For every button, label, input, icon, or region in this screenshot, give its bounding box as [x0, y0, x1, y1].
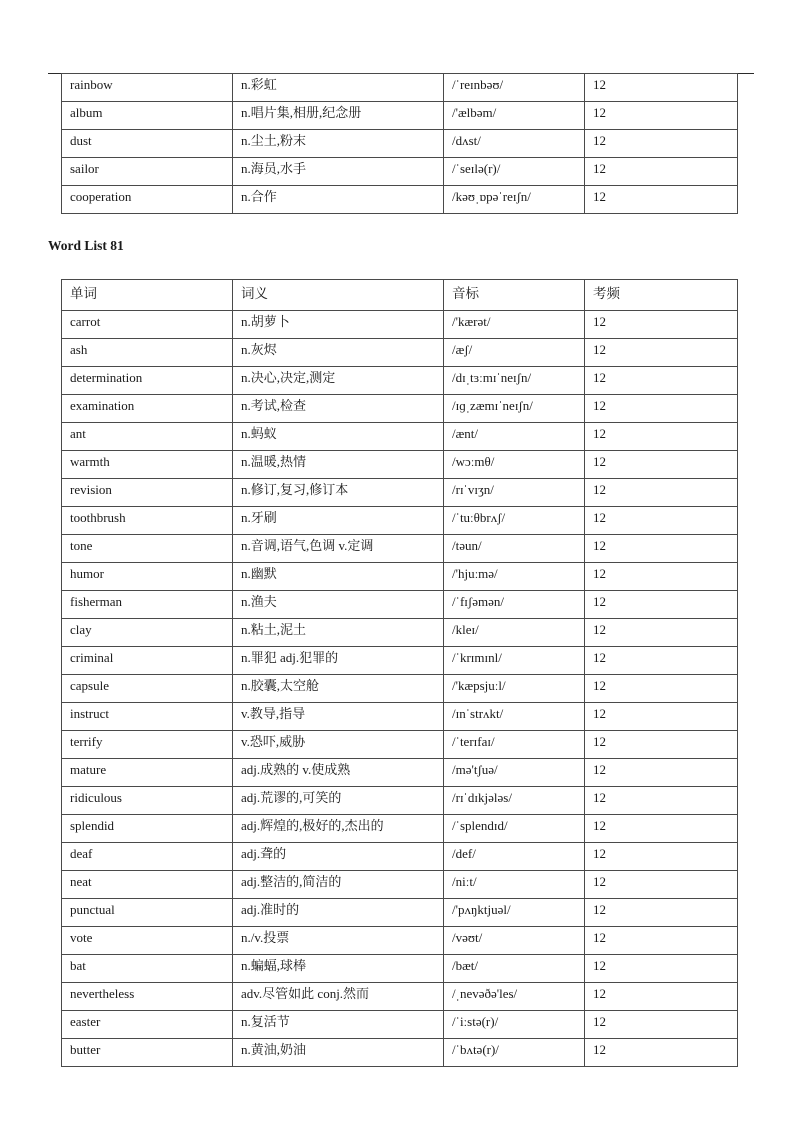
cell-phonetic: /'hjuːmə/ — [444, 563, 585, 591]
cell-frequency: 12 — [585, 535, 738, 563]
cell-meaning: n.胡萝卜 — [233, 311, 444, 339]
cell-meaning: n.灰烬 — [233, 339, 444, 367]
cell-phonetic: /'kærət/ — [444, 311, 585, 339]
cell-frequency: 12 — [585, 130, 738, 158]
cell-word: cooperation — [62, 186, 233, 214]
cell-phonetic: /dʌst/ — [444, 130, 585, 158]
cell-phonetic: /ˈkrɪmɪnl/ — [444, 647, 585, 675]
cell-meaning: adj.聋的 — [233, 843, 444, 871]
table-row — [62, 479, 738, 507]
cell-word: warmth — [62, 451, 233, 479]
cell-frequency: 12 — [585, 647, 738, 675]
cell-meaning: n.决心,决定,测定 — [233, 367, 444, 395]
cell-word: clay — [62, 619, 233, 647]
cell-frequency: 12 — [585, 423, 738, 451]
table-row — [62, 1011, 738, 1039]
cell-frequency: 12 — [585, 787, 738, 815]
cell-meaning: n.彩虹 — [233, 74, 444, 102]
cell-frequency: 12 — [585, 158, 738, 186]
cell-frequency: 12 — [585, 703, 738, 731]
cell-word: bat — [62, 955, 233, 983]
table-row — [62, 927, 738, 955]
cell-word: carrot — [62, 311, 233, 339]
cell-phonetic: /təun/ — [444, 535, 585, 563]
cell-frequency: 12 — [585, 1011, 738, 1039]
cell-meaning: n.蝙蝠,球棒 — [233, 955, 444, 983]
cell-word: ash — [62, 339, 233, 367]
cell-frequency: 12 — [585, 899, 738, 927]
cell-meaning: n.合作 — [233, 186, 444, 214]
cell-frequency: 12 — [585, 731, 738, 759]
cell-frequency: 12 — [585, 591, 738, 619]
cell-phonetic: /rɪˈdɪkjələs/ — [444, 787, 585, 815]
cell-phonetic: /dɪˌtɜːmɪˈneɪʃn/ — [444, 367, 585, 395]
cell-frequency: 12 — [585, 619, 738, 647]
cell-phonetic: /ˌnevəðə'les/ — [444, 983, 585, 1011]
cell-word: examination — [62, 395, 233, 423]
cell-frequency: 12 — [585, 479, 738, 507]
table-row — [62, 619, 738, 647]
table-row — [62, 647, 738, 675]
cell-frequency: 12 — [585, 843, 738, 871]
cell-word: nevertheless — [62, 983, 233, 1011]
cell-frequency: 12 — [585, 927, 738, 955]
table-row — [62, 535, 738, 563]
header-meaning: 词义 — [233, 280, 444, 311]
cell-word: mature — [62, 759, 233, 787]
cell-meaning: adj.整洁的,简洁的 — [233, 871, 444, 899]
cell-meaning: n.海员,水手 — [233, 158, 444, 186]
table-row — [62, 1039, 738, 1067]
cell-word: determination — [62, 367, 233, 395]
cell-meaning: n.胶囊,太空舱 — [233, 675, 444, 703]
cell-meaning: v.教导,指导 — [233, 703, 444, 731]
cell-frequency: 12 — [585, 983, 738, 1011]
cell-word: easter — [62, 1011, 233, 1039]
cell-meaning: adj.辉煌的,极好的,杰出的 — [233, 815, 444, 843]
cell-phonetic: /kleɪ/ — [444, 619, 585, 647]
cell-meaning: n.蚂蚁 — [233, 423, 444, 451]
table-row — [62, 451, 738, 479]
table-row — [62, 955, 738, 983]
cell-meaning: n.牙刷 — [233, 507, 444, 535]
header-word: 单词 — [62, 280, 233, 311]
cell-phonetic: /def/ — [444, 843, 585, 871]
table-row — [62, 815, 738, 843]
cell-meaning: n.黄油,奶油 — [233, 1039, 444, 1067]
table-row — [62, 102, 738, 130]
cell-frequency: 12 — [585, 367, 738, 395]
cell-frequency: 12 — [585, 186, 738, 214]
table-row — [62, 74, 738, 102]
cell-word: tone — [62, 535, 233, 563]
cell-phonetic: /ɪnˈstrʌkt/ — [444, 703, 585, 731]
cell-meaning: n.渔夫 — [233, 591, 444, 619]
cell-word: rainbow — [62, 74, 233, 102]
cell-phonetic: /ˈbʌtə(r)/ — [444, 1039, 585, 1067]
cell-meaning: n.粘土,泥土 — [233, 619, 444, 647]
cell-meaning: n./v.投票 — [233, 927, 444, 955]
cell-meaning: n.温暖,热情 — [233, 451, 444, 479]
table-row — [62, 423, 738, 451]
cell-frequency: 12 — [585, 1039, 738, 1067]
table-row — [62, 367, 738, 395]
table-row — [62, 899, 738, 927]
cell-meaning: v.恐吓,威胁 — [233, 731, 444, 759]
cell-frequency: 12 — [585, 675, 738, 703]
table-row — [62, 186, 738, 214]
cell-word: toothbrush — [62, 507, 233, 535]
table-row — [62, 339, 738, 367]
cell-phonetic: /rɪˈvɪʒn/ — [444, 479, 585, 507]
cell-phonetic: /ˈsplendɪd/ — [444, 815, 585, 843]
table-row — [62, 703, 738, 731]
cell-word: terrify — [62, 731, 233, 759]
cell-word: splendid — [62, 815, 233, 843]
cell-word: butter — [62, 1039, 233, 1067]
cell-phonetic: /'ælbəm/ — [444, 102, 585, 130]
cell-meaning: n.音调,语气,色调 v.定调 — [233, 535, 444, 563]
table-row — [62, 563, 738, 591]
header-phonetic: 音标 — [444, 280, 585, 311]
cell-word: ant — [62, 423, 233, 451]
cell-frequency: 12 — [585, 563, 738, 591]
header-frequency: 考频 — [585, 280, 738, 311]
table-row — [62, 759, 738, 787]
cell-phonetic: /mə'tʃuə/ — [444, 759, 585, 787]
cell-phonetic: /æʃ/ — [444, 339, 585, 367]
cell-meaning: n.唱片集,相册,纪念册 — [233, 102, 444, 130]
cell-frequency: 12 — [585, 395, 738, 423]
cell-frequency: 12 — [585, 871, 738, 899]
table-row — [62, 311, 738, 339]
cell-frequency: 12 — [585, 451, 738, 479]
cell-frequency: 12 — [585, 311, 738, 339]
cell-phonetic: /bæt/ — [444, 955, 585, 983]
cell-word: neat — [62, 871, 233, 899]
cell-meaning: n.考试,检查 — [233, 395, 444, 423]
cell-phonetic: /vəʊt/ — [444, 927, 585, 955]
cell-phonetic: /kəʊˌɒpəˈreɪʃn/ — [444, 186, 585, 214]
cell-word: humor — [62, 563, 233, 591]
cell-meaning: adj.准时的 — [233, 899, 444, 927]
cell-phonetic: /ˈtuːθbrʌʃ/ — [444, 507, 585, 535]
cell-word: capsule — [62, 675, 233, 703]
cell-meaning: adv.尽管如此 conj.然而 — [233, 983, 444, 1011]
cell-word: sailor — [62, 158, 233, 186]
cell-frequency: 12 — [585, 102, 738, 130]
table-row — [62, 591, 738, 619]
table-row — [62, 675, 738, 703]
cell-meaning: n.修订,复习,修订本 — [233, 479, 444, 507]
cell-word: dust — [62, 130, 233, 158]
cell-frequency: 12 — [585, 759, 738, 787]
table-row — [62, 787, 738, 815]
table-row — [62, 871, 738, 899]
cell-phonetic: /ˈfɪʃəmən/ — [444, 591, 585, 619]
table-row — [62, 395, 738, 423]
cell-phonetic: /niːt/ — [444, 871, 585, 899]
cell-meaning: adj.荒谬的,可笑的 — [233, 787, 444, 815]
table-row — [62, 130, 738, 158]
cell-word: criminal — [62, 647, 233, 675]
cell-word: revision — [62, 479, 233, 507]
cell-phonetic: /wɔːmθ/ — [444, 451, 585, 479]
cell-frequency: 12 — [585, 815, 738, 843]
section-title: Word List 81 — [48, 238, 124, 253]
cell-meaning: n.幽默 — [233, 563, 444, 591]
table-header-row — [62, 280, 738, 311]
table-row — [62, 843, 738, 871]
cell-phonetic: /ˈterɪfaɪ/ — [444, 731, 585, 759]
cell-meaning: n.尘土,粉末 — [233, 130, 444, 158]
cell-meaning: adj.成熟的 v.使成熟 — [233, 759, 444, 787]
cell-word: punctual — [62, 899, 233, 927]
cell-word: instruct — [62, 703, 233, 731]
cell-phonetic: /'pʌŋktjuəl/ — [444, 899, 585, 927]
table-row — [62, 731, 738, 759]
cell-phonetic: /ˈreɪnbəʊ/ — [444, 74, 585, 102]
cell-phonetic: /ˈiːstə(r)/ — [444, 1011, 585, 1039]
cell-word: ridiculous — [62, 787, 233, 815]
cell-meaning: n.罪犯 adj.犯罪的 — [233, 647, 444, 675]
cell-phonetic: /ænt/ — [444, 423, 585, 451]
cell-frequency: 12 — [585, 74, 738, 102]
table-row — [62, 158, 738, 186]
table-row — [62, 983, 738, 1011]
table-row — [62, 507, 738, 535]
cell-meaning: n.复活节 — [233, 1011, 444, 1039]
word-table-continued — [61, 73, 738, 214]
cell-phonetic: /ɪɡˌzæmɪˈneɪʃn/ — [444, 395, 585, 423]
cell-word: album — [62, 102, 233, 130]
cell-word: fisherman — [62, 591, 233, 619]
cell-frequency: 12 — [585, 955, 738, 983]
cell-frequency: 12 — [585, 507, 738, 535]
cell-phonetic: /'kæpsjuːl/ — [444, 675, 585, 703]
word-list-81-table — [61, 279, 738, 1067]
cell-word: deaf — [62, 843, 233, 871]
cell-word: vote — [62, 927, 233, 955]
cell-frequency: 12 — [585, 339, 738, 367]
cell-phonetic: /ˈseɪlə(r)/ — [444, 158, 585, 186]
